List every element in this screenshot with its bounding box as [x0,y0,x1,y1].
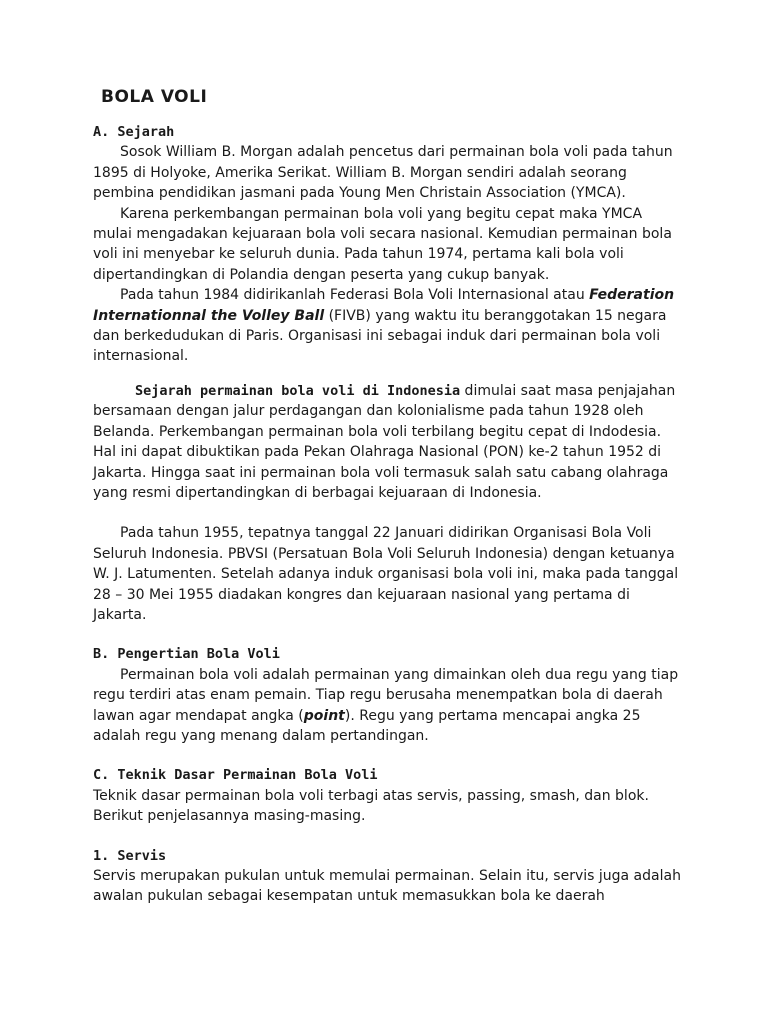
paragraph-pengertian-text-a: Permainan bola voli adalah permainan yang dimainkan oleh dua regu yang tiap regu terdiri atas enam pemain. Tiap regu berusaha menempatkan bola di daerah lawan agar mendapat angka ( [93,666,679,724]
paragraph-sejarah-indonesia [93,381,683,503]
paragraph-sejarah-indonesia-text: dimulai saat masa penjajahan bersamaan dengan jalur perdagangan dan kolonialisme pada tahun 1928 oleh Belanda. Perkembangan permainan bola voli terbilang begitu cepat di Indodesia. Hal ini dapat dibuktikan pada Pekan Olahraga Nasional (PON) ke-2 tahun 1952 di Jakarta. Hingga saat ini permainan bola voli termasuk salah satu cabang olahraga yang resmi dipertandingkan di berbagai kejuaraan di Indonesia. [93,382,676,501]
document-page [93,86,683,907]
sejarah-indonesia-emphasis: Sejarah permainan bola voli di Indonesia [135,382,461,399]
document-title: BOLA VOLI [101,87,208,107]
paragraph-pbvsi: Pada tahun 1955, tepatnya tanggal 22 Januari didirikan Organisasi Bola Voli Seluruh Indonesia. PBVSI (Persatuan Bola Voli Seluruh Indonesia) dengan ketuanya W. J. Latumenten. Setelah adanya induk organisasi bola voli ini, maka pada tanggal 28 – 30 Mei 1955 diadakan kongres dan kejuaraan nasional yang pertama di Jakarta. [93,525,679,623]
heading-sejarah: A. Sejarah [93,124,175,140]
paragraph-servis: Servis merupakan pukulan untuk memulai permainan. Selain itu, servis juga adalah awalan pukulan sebagai kesempatan untuk memasukkan bola ke daerah [93,868,681,905]
heading-pengertian: B. Pengertian Bola Voli [93,646,280,663]
paragraph-sejarah-2: Karena perkembangan permainan bola voli yang begitu cepat maka YMCA mulai mengadakan kejuaraan bola voli secara nasional. Kemudian permainan bola voli ini menyebar ke seluruh dunia. Pada tahun 1974, pertama kali bola voli dipertandingkan di Polandia dengan peserta yang cukup banyak. [93,205,672,283]
paragraph-sejarah-1: Sosok William B. Morgan adalah pencetus dari permainan bola voli pada tahun 1895 di Holyoke, Amerika Serikat. William B. Morgan sendiri adalah seorang pembina pendidikan jasmani pada Young Men Christain Association (YMCA). [93,144,673,202]
paragraph-sejarah-3-text-c: (FIVB) yang waktu itu beranggotakan 15 negara dan berkedudukan di Paris. Organisasi ini sebagai induk dari permainan bola voli internasional. [93,307,667,365]
paragraph-sejarah-3 [93,285,683,367]
paragraph-pengertian [93,665,683,747]
fivb-name: Federation Internationnal the Volley Ball [93,287,675,324]
paragraph-sejarah-3-text-a: Pada tahun 1984 didirikanlah Federasi Bola Voli Internasional atau [120,287,590,304]
paragraph-teknik-dasar: Teknik dasar permainan bola voli terbagi atas servis, passing, smash, dan blok. Berikut penjelasannya masing-masing. [93,787,649,825]
paragraph-pengertian-text-c: ). Regu yang pertama mencapai angka 25 adalah regu yang menang dalam pertandingan. [93,707,641,744]
heading-servis: 1. Servis [93,847,167,864]
point-term: point [303,707,345,724]
heading-teknik-dasar: C. Teknik Dasar Permainan Bola Voli [93,767,378,784]
